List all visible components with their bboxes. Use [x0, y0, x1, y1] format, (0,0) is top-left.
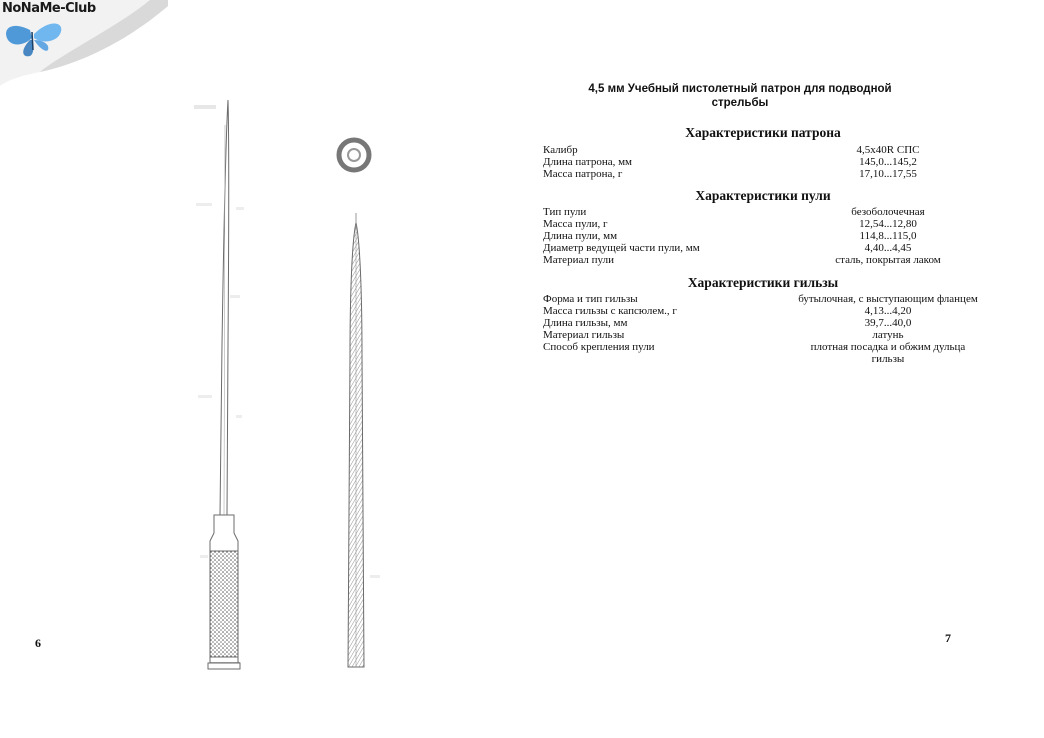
cartridge-side-view — [208, 100, 240, 669]
spec-row — [543, 317, 983, 329]
spec-row — [543, 156, 983, 168]
page-number-left: 6 — [35, 636, 41, 650]
spec-label: Масса гильзы с капсюлем., г — [543, 305, 677, 317]
spec-value: 4,40...4,45 — [864, 242, 912, 254]
spec-list-bullet — [543, 206, 983, 266]
spec-value: латунь — [872, 329, 904, 341]
spec-label: Диаметр ведущей части пули, мм — [543, 242, 700, 254]
spec-label: Калибр — [543, 144, 578, 156]
spec-label: Длина патрона, мм — [543, 156, 633, 168]
spec-list-case — [543, 293, 983, 365]
cartridge-end-view — [339, 140, 369, 170]
spec-value: 145,0...145,2 — [859, 156, 917, 168]
spec-label: Материал пули — [543, 254, 614, 266]
spec-label: Тип пули — [543, 206, 587, 218]
spec-value: 12,54...12,80 — [859, 218, 917, 230]
spec-value: плотная посадка и обжим дульца гильзы — [810, 341, 966, 365]
section-heading-bullet: Характеристики пули — [695, 188, 831, 203]
spec-row — [543, 242, 983, 254]
spec-label: Масса пули, г — [543, 218, 608, 230]
spec-row — [543, 254, 983, 266]
spec-row — [543, 230, 983, 242]
spec-value: 114,8...115,0 — [859, 230, 917, 242]
spec-row — [543, 329, 983, 341]
spec-value: 4,5х40R СПС — [856, 144, 920, 156]
spec-label: Длина гильзы, мм — [543, 317, 628, 329]
page-number-right: 7 — [945, 631, 951, 645]
spec-value: сталь, покрытая лаком — [835, 254, 941, 266]
spec-value: 4,13...4,20 — [864, 305, 912, 317]
spec-row — [543, 206, 983, 218]
spec-label: Масса патрона, г — [543, 168, 623, 180]
spec-label: Длина пули, мм — [543, 230, 618, 242]
spec-value: 17,10...17,55 — [859, 168, 917, 180]
spec-label: Способ крепления пули — [543, 341, 655, 353]
section-heading-case: Характеристики гильзы — [687, 275, 839, 290]
watermark-logo — [0, 0, 170, 90]
spec-value: безоболочечная — [851, 206, 925, 218]
document-title: 4,5 мм Учебный пистолетный патрон для подводной стрельбы — [588, 83, 892, 109]
spec-row — [543, 341, 983, 365]
watermark-text: NoNaMe-Club — [2, 1, 96, 16]
spec-label: Форма и тип гильзы — [543, 293, 638, 305]
cartridge-drawing — [190, 95, 390, 695]
spec-row — [543, 305, 983, 317]
spec-row — [543, 293, 983, 305]
spec-row — [543, 144, 983, 156]
spec-value: 39,7...40,0 — [864, 317, 912, 329]
spec-row — [543, 168, 983, 180]
spec-list-cartridge — [543, 144, 983, 180]
section-heading-cartridge: Характеристики патрона — [685, 125, 841, 140]
spec-label: Материал гильзы — [543, 329, 625, 341]
spec-value: бутылочная, с выступающим фланцем — [798, 293, 978, 305]
bullet-section-view — [348, 213, 364, 667]
spec-row — [543, 218, 983, 230]
